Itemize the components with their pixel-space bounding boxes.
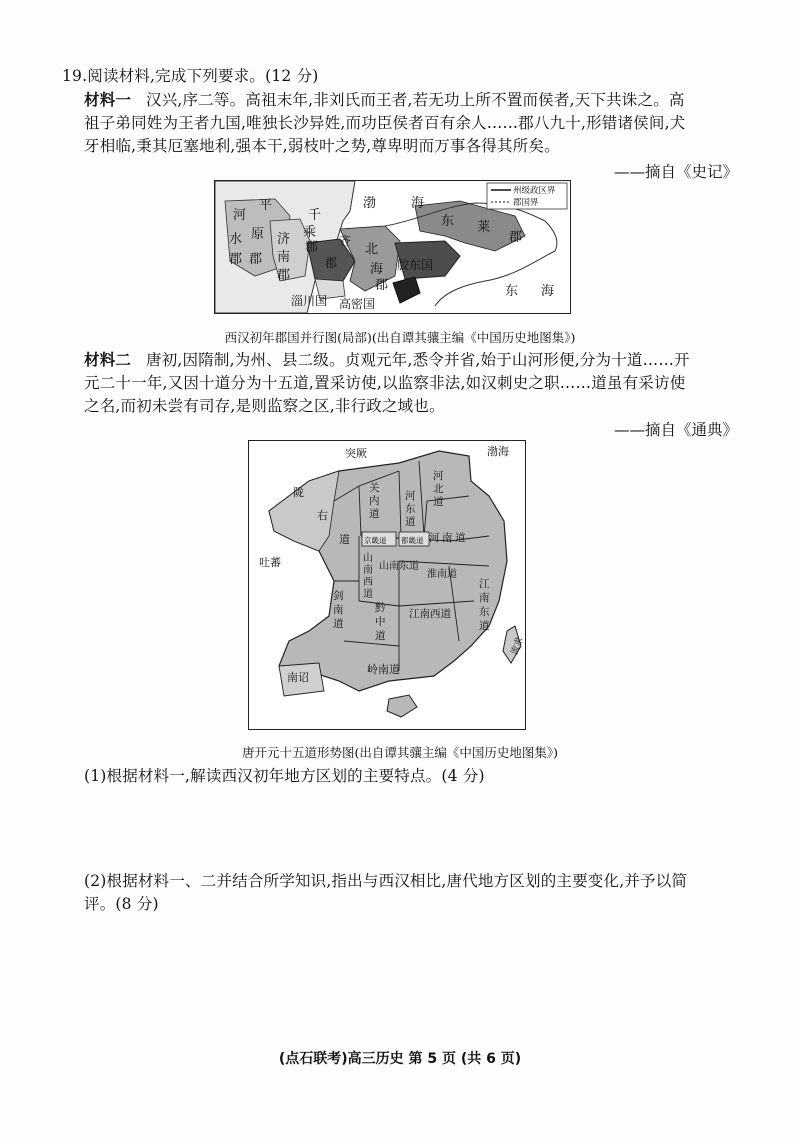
map2-label-qianzhong-3: 道: [375, 630, 386, 642]
map2-label-henan-2: 南: [442, 532, 453, 544]
material-1-source: ——摘自《史记》: [613, 163, 738, 181]
map2-label-jiannan-2: 南: [333, 604, 344, 616]
map1-label-bei: 北: [365, 242, 379, 257]
material-2-line-1: 唐初,因隋制,为州、县二级。贞观元年,悉令并省,始于山河形便,分为十道……开: [146, 351, 690, 369]
map1-label-jun-pingyuan: 郡: [249, 252, 263, 267]
map2-label-guannei-2: 内: [369, 495, 380, 507]
map1-label-ji: 济: [277, 232, 291, 247]
map2-label-hebei-3: 道: [433, 496, 444, 508]
map2-label-liuqiu: 流求: [509, 636, 525, 657]
map1-label-gaomi: 高密国: [339, 297, 376, 311]
map2-label-jiangnandong-3: 东: [479, 606, 490, 618]
map2-label-bohai: 渤海: [487, 445, 509, 458]
map1-label-dong-sea: 东: [505, 284, 519, 299]
map2-label-hebei-2: 北: [433, 483, 444, 495]
map2-label-guannei-1: 关: [369, 482, 380, 494]
map2-label-jiannan-1: 剑: [333, 590, 344, 602]
map2-label-jiannan-3: 道: [333, 618, 344, 630]
map2-label-jiangnandong-1: 江: [479, 578, 490, 590]
map2-label-shannanxi-1: 山: [363, 553, 373, 564]
map1-label-jun-donglai: 郡: [509, 230, 523, 245]
sub-question-1: (1)根据材料一,解读西汉初年地方区划的主要特点。(4 分): [84, 767, 485, 785]
map1-label-jun-beihai: 郡: [375, 278, 389, 293]
map2-label-henan-3: 道: [455, 532, 466, 544]
material-2-label: 材料二: [84, 350, 132, 369]
map2-label-you: 右: [317, 509, 328, 522]
map2-label-tujue: 突厥: [345, 447, 367, 460]
map1-label-hai: 海: [411, 196, 425, 211]
map2-label-jingji: 京畿道: [364, 536, 387, 545]
map2-label-shannanxi-4: 道: [363, 589, 373, 600]
material-2-line-3: 之名,而初未尝有司存,是则监察之区,非行政之域也。: [84, 397, 445, 415]
legend-state-boundary: 州级政区界: [513, 186, 556, 196]
tang-circuits-map: [248, 440, 526, 730]
map2-label-longyou-dao: 道: [339, 533, 350, 546]
map1-label-jun-qiancheng: 郡: [305, 240, 319, 255]
map1-label-lai: 莱: [477, 220, 491, 235]
map2-label-tubo: 吐蕃: [259, 556, 281, 569]
map2-label-hedong-1: 河: [405, 490, 416, 502]
material-1-line-2: 祖子弟同姓为王者九国,唯独长沙异姓,而功臣侯者百有余人……郡八九十,形错诸侯间,犬: [84, 114, 686, 132]
map2-label-hedong-3: 道: [405, 516, 416, 528]
question-heading: 19.阅读材料,完成下列要求。(12 分): [62, 67, 319, 85]
sub-question-2-line-1: (2)根据材料一、二并结合所学知识,指出与西汉相比,唐代地方区划的主要变化,并予以简: [84, 872, 688, 890]
material-2-line-2: 元二十一年,又因十道分为十五道,置采访使,以监察非法,如汉刺史之职……道虽有采访使: [84, 374, 686, 392]
map1-label-qian: 千: [308, 208, 322, 223]
map1-label-hai-sea: 海: [541, 284, 555, 299]
material-1-label: 材料一: [84, 90, 132, 109]
tang-map-svg: [249, 441, 525, 729]
map2-label-duji: 都畿道: [401, 536, 424, 545]
map2-label-henan-1: 河: [429, 532, 440, 544]
map2-label-hedong-2: 东: [405, 503, 416, 515]
map1-label-cheng: 乘: [303, 225, 317, 240]
map2-label-jiangnandong-4: 道: [479, 620, 490, 632]
han-map-svg: [215, 181, 570, 313]
tang-map-caption: 唐开元十五道形势图(出自谭其骧主编《中国历史地图集》): [241, 745, 558, 760]
map2-label-shannanxi-3: 西: [363, 577, 373, 588]
han-map-caption: 西汉初年郡国并行图(局部)(出自谭其骧主编《中国历史地图集》): [224, 330, 576, 345]
map1-label-jun-qi: 郡: [325, 256, 338, 270]
map1-label-zichuan: 淄川国: [291, 294, 328, 308]
map2-label-jiangnandong-2: 南: [479, 592, 490, 604]
map1-label-nan: 南: [277, 250, 291, 265]
legend-commandery-boundary: 郡国界: [513, 198, 539, 208]
map2-label-hebei-1: 河: [433, 470, 444, 482]
map2-label-guannei-3: 道: [369, 508, 380, 520]
map1-label-hai-beihai: 海: [370, 262, 384, 277]
sub-question-2-line-2: 评。(8 分): [84, 895, 159, 913]
map1-label-jun-jinan: 郡: [277, 268, 291, 283]
material-1-line-1: 汉兴,序二等。高祖末年,非刘氏而王者,若无功上所不置而侯者,天下共诛之。高: [146, 91, 685, 109]
map2-label-qianzhong-1: 黔: [375, 602, 386, 614]
map1-label-jiaodong: 胶东国: [397, 258, 434, 272]
map2-label-shannanxi-2: 南: [363, 565, 373, 576]
page-footer: (点石联考)高三历史 第 5 页 (共 6 页): [278, 1051, 522, 1067]
han-commandery-map: [214, 180, 571, 314]
map1-label-shui: 水: [229, 232, 243, 247]
map2-label-shannandong: 山南东道: [379, 561, 419, 572]
map1-label-he: 河: [233, 208, 247, 223]
map1-label-ping: 平: [259, 198, 273, 213]
map1-label-yuan: 原: [251, 227, 265, 242]
material-1-line-3: 牙相临,秉其厄塞地利,强本干,弱枝叶之势,尊卑明而万事各得其所矣。: [84, 137, 560, 155]
map2-label-huainan: 淮南道: [427, 569, 457, 580]
map1-label-jun-heshui: 郡: [229, 252, 243, 267]
map2-label-jiangnanxi: 江南西道: [409, 608, 451, 620]
map2-label-lingnan: 岭南道: [367, 663, 400, 676]
map1-label-qi: 齐: [339, 234, 352, 248]
map2-label-long: 陇: [293, 486, 304, 499]
material-2-source: ——摘自《通典》: [613, 421, 738, 439]
map2-label-qianzhong-2: 中: [375, 616, 386, 628]
map1-label-dong-donglai: 东: [441, 214, 455, 229]
map2-label-nanzhao: 南诏: [287, 671, 309, 684]
map1-label-bo: 渤: [363, 196, 377, 211]
